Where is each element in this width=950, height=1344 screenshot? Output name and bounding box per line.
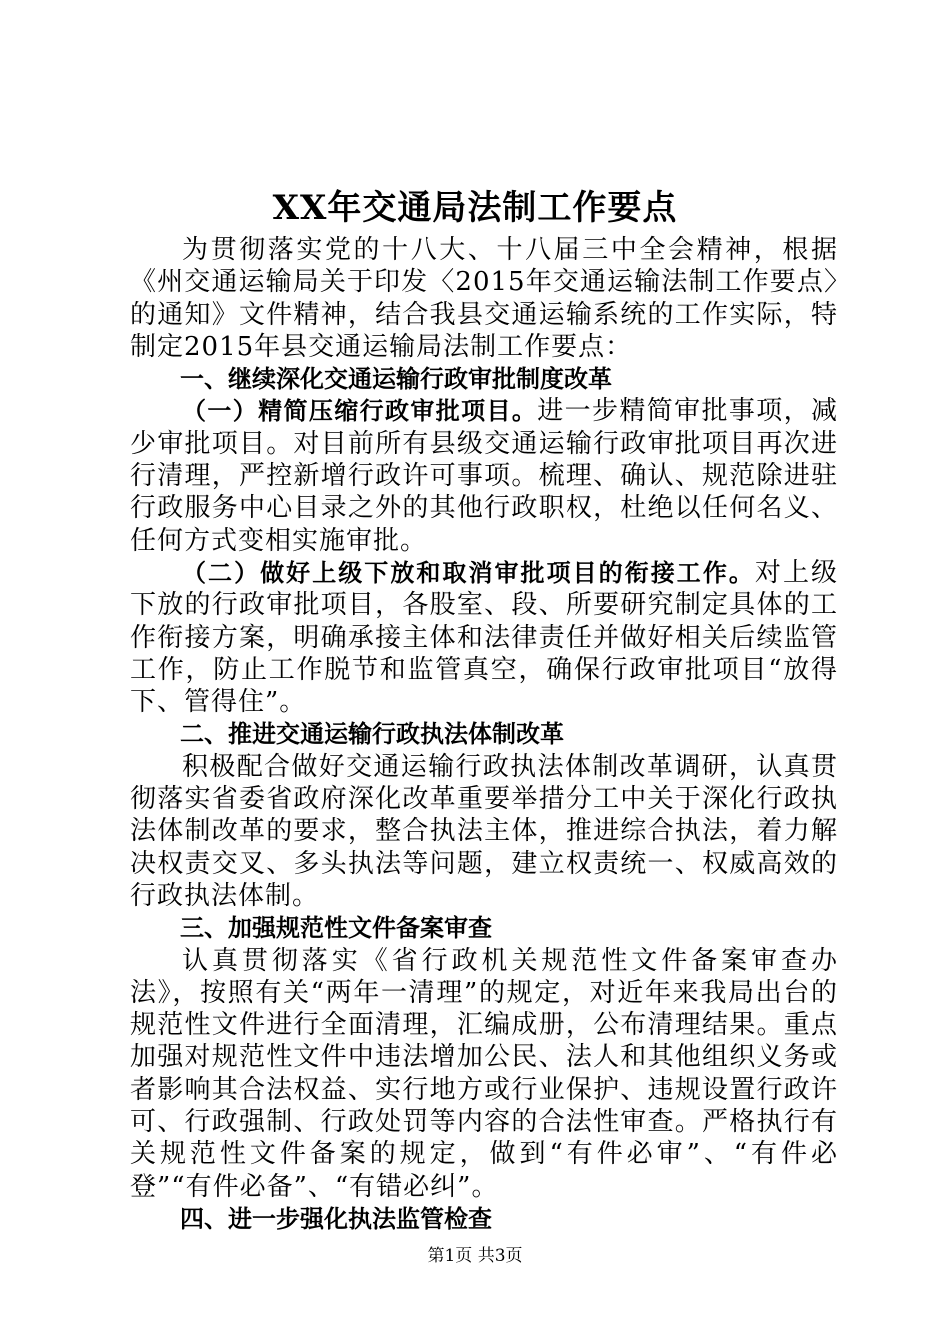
section-1-item-1 <box>130 395 838 556</box>
document-body <box>130 234 838 1235</box>
section-1-item-1-heading: （一）精简压缩行政审批项目。 <box>182 397 538 426</box>
intro-paragraph: 为贯彻落实党的十八大、十八届三中全会精神，根据《州交通运输局关于印发〈2015年交通运输法制工作要点〉的通知》文件精神，结合我县交通运输系统的工作实际，特制定2015年县交通运输局法制工作要点： <box>130 235 838 362</box>
section-3-body: 认真贯彻落实《省行政机关规范性文件备案审查办法》，按照有关“两年一清理”的规定，对近年来我局出台的规范性文件进行全面清理，汇编成册，公布清理结果。重点加强对规范性文件中违法增加公民、法人和其他组织义务或者影响其合法权益、实行地方或行业保护、违规设置行政许可、行政强制、行政处罚等内容的合法性审查。严格执行有关规范性文件备案的规定，做到“有件必审”、“有件必登”“有件必备”、“有错必纠”。 <box>130 945 838 1202</box>
section-1-item-2 <box>130 557 838 718</box>
section-2-heading: 二、推进交通运输行政执法体制改革 <box>180 720 564 749</box>
section-1-item-2-body: 对上级下放的行政审批项目，各股室、段、所要研究制定具体的工作衔接方案，明确承接主体和法律责任并做好相关后续监管工作，防止工作脱节和监管真空，确保行政审批项目“放得下、管得住”。 <box>130 557 838 718</box>
section-3-heading: 三、加强规范性文件备案审查 <box>180 914 492 943</box>
document-title: XX年交通局法制工作要点 <box>272 188 678 228</box>
page-footer: 第1页 共3页 <box>427 1246 523 1266</box>
section-1-item-2-heading: （二）做好上级下放和取消审批项目的衔接工作。 <box>182 558 755 587</box>
section-1-heading: 一、继续深化交通运输行政审批制度改革 <box>180 365 612 394</box>
section-4-heading: 四、进一步强化执法监管检查 <box>180 1204 492 1233</box>
section-1-item-1-body: 进一步精简审批事项，减少审批项目。对目前所有县级交通运输行政审批项目再次进行清理，严控新增行政许可事项。梳理、确认、规范除进驻行政服务中心目录之外的其他行政职权，杜绝以任何名义、任何方式变相实施审批。 <box>130 396 838 556</box>
section-2-body: 积极配合做好交通运输行政执法体制改革调研，认真贯彻落实省委省政府深化改革重要举措分工中关于深化行政执法体制改革的要求，整合执法主体，推进综合执法，着力解决权责交叉、多头执法等问题，建立权责统一、权威高效的行政执法体制。 <box>130 751 838 911</box>
